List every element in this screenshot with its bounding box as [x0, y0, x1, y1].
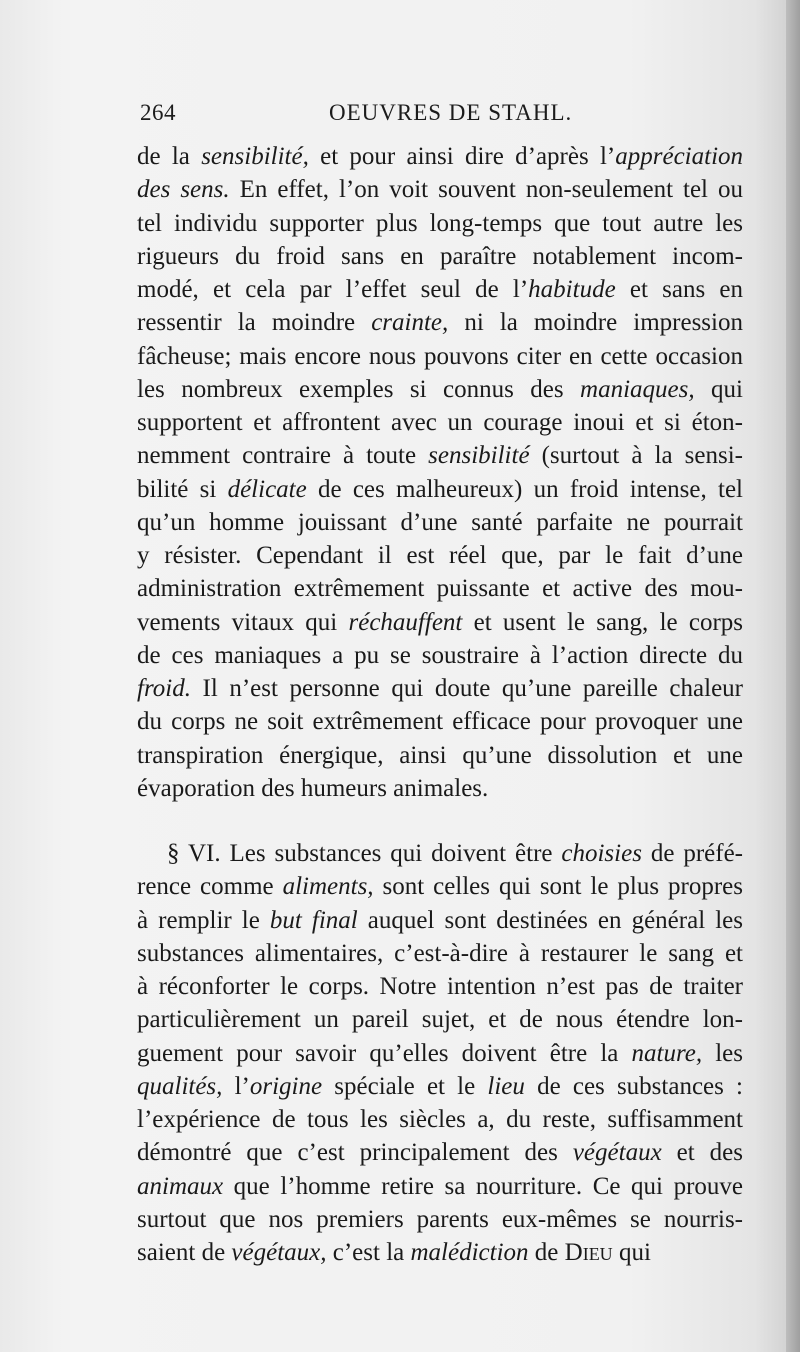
text-line [137, 739, 743, 772]
text-line [137, 406, 743, 439]
running-title: OEUVRES DE STAHL. [329, 100, 573, 125]
text-segment: Dieu [564, 1239, 613, 1266]
text-segment: spéciale et le [322, 1072, 488, 1100]
text-segment: et sans en [615, 276, 743, 303]
text-line [137, 207, 743, 240]
text-segment: l’expérience de tous les siècles a, du reste, suffisamment [137, 1106, 743, 1133]
text-line [137, 539, 743, 572]
text-segment: rigueurs du froid sans en paraître notablement incom- [137, 242, 743, 270]
text-segment: qui [694, 375, 743, 403]
text-segment: évaporation des humeurs animales. [137, 774, 489, 802]
italic-segment: sensibilité, [201, 143, 309, 170]
text-segment: supportent et affrontent avec un courage inoui et si éton- [137, 409, 743, 436]
italic-segment: but final [269, 906, 358, 934]
text-segment: l’ [222, 1072, 250, 1100]
italic-segment: délicate [227, 475, 307, 503]
text-line [137, 870, 743, 903]
italic-segment: habitude [528, 276, 616, 303]
text-line [137, 1070, 743, 1103]
italic-segment: crainte, [371, 309, 449, 337]
text-segment: En effet, l’on voit souvent non-seulement tel ou [229, 176, 743, 204]
text-segment: substances alimentaires, c’est-à-dire à restaurer le sang et [137, 939, 743, 967]
text-segment: vements vitaux qui [137, 608, 349, 636]
text-line [137, 240, 743, 273]
text-segment: de ces malheureux) un froid intense, tel [306, 475, 744, 503]
text-line [137, 1037, 743, 1070]
text-segment: administration extrêmement puissante et active des mou- [137, 575, 743, 603]
text-segment: y résister. Cependant il est réel que, par le fait d’une [137, 542, 743, 569]
text-line [137, 772, 743, 805]
text-segment: et usent le sang, le corps [462, 608, 744, 636]
text-segment: Il n’est personne qui doute qu’une pareille chaleur [190, 675, 743, 702]
italic-segment: qualités, [137, 1072, 223, 1100]
italic-segment: végétaux [572, 1139, 662, 1167]
text-segment: saient de [137, 1239, 232, 1266]
text-line [137, 173, 743, 206]
text-line [137, 1103, 743, 1136]
text-segment: de ces substances : [524, 1072, 743, 1100]
text-segment: les nombreux exemples si connus des [137, 375, 581, 403]
text-segment: à remplir le [137, 906, 270, 934]
text-segment: transpiration énergique, ainsi qu’une dissolution et une [137, 741, 743, 769]
italic-segment: choisies [561, 840, 642, 867]
text-line [137, 1170, 743, 1203]
paragraph-gap [137, 805, 743, 837]
text-segment: de la [137, 143, 202, 170]
text-line [137, 506, 743, 539]
text-line [137, 705, 743, 738]
text-segment: tel individu supporter plus long-temps que tout autre les [137, 209, 743, 237]
text-segment: modé, et cela par l’effet seul de l’ [137, 276, 529, 303]
italic-segment: origine [249, 1072, 323, 1100]
text-segment: ni la moindre impression [448, 309, 743, 337]
italic-segment: végétaux, [231, 1239, 327, 1266]
italic-segment: nature, [631, 1039, 703, 1067]
text-segment: rence comme [137, 873, 283, 901]
text-segment: les [702, 1039, 743, 1067]
italic-segment: réchauffent [348, 608, 463, 636]
text-line [137, 1003, 743, 1036]
text-line [137, 140, 743, 173]
page-header [140, 100, 660, 132]
text-line [137, 837, 743, 870]
text-segment: de [528, 1239, 565, 1266]
text-segment: du corps ne soit extrêmement efficace pour provoquer une [137, 708, 743, 736]
text-segment: ressentir la moindre [137, 309, 372, 337]
paragraph-1 [137, 140, 743, 805]
text-segment: de préfé- [641, 840, 744, 867]
text-segment: auquel sont destinées en général les [357, 906, 743, 934]
text-segment: de ces maniaques a pu se soustraire à l’action directe du [137, 641, 743, 669]
text-segment: à réconforter le corps. Notre intention n’est pas de traiter [137, 973, 743, 1000]
text-line [137, 340, 743, 373]
text-segment: qui [612, 1239, 651, 1266]
text-segment: particulièrement un pareil sujet, et de nous étendre lon- [137, 1006, 743, 1034]
text-segment: surtout que nos premiers parents eux-mêmes se nourris- [137, 1205, 743, 1233]
italic-segment: lieu [487, 1072, 525, 1100]
text-segment: § VI. Les substances qui doivent être [167, 840, 562, 867]
text-line [137, 904, 743, 937]
text-line [137, 439, 743, 472]
text-segment: que l’homme retire sa nourriture. Ce qui prouve [223, 1172, 743, 1200]
text-segment: c’est la [326, 1239, 411, 1266]
text-segment: qu’un homme jouissant d’une santé parfaite ne pourrait [137, 508, 743, 536]
text-line [137, 970, 743, 1003]
text-line [137, 273, 743, 306]
text-segment: fâcheuse; mais encore nous pouvons citer en cette occasion [137, 342, 743, 370]
body-text [137, 140, 743, 1269]
italic-segment: des sens. [137, 176, 230, 204]
text-segment: et pour ainsi dire d’après l’ [308, 143, 616, 170]
text-line [137, 572, 743, 605]
text-line [137, 937, 743, 970]
italic-segment: maniaques, [580, 375, 695, 403]
text-line [137, 1136, 743, 1169]
text-line [137, 373, 743, 406]
text-line [137, 639, 743, 672]
page-number: 264 [140, 100, 176, 125]
italic-segment: froid. [137, 675, 191, 702]
text-segment: sont celles qui sont le plus propres [373, 873, 743, 901]
text-line [137, 1236, 743, 1269]
italic-segment: aliments, [282, 873, 374, 901]
text-line [137, 1203, 743, 1236]
italic-segment: animaux [137, 1172, 224, 1200]
text-line [137, 672, 743, 705]
text-line [137, 306, 743, 339]
text-segment: et des [661, 1139, 743, 1167]
italic-segment: appréciation [615, 143, 744, 170]
paragraph-2 [137, 837, 743, 1269]
page-edge-shadow [786, 0, 800, 1352]
italic-segment: sensibilité [428, 442, 530, 470]
text-segment: bilité si [137, 475, 228, 503]
text-segment: nemment contraire à toute [137, 442, 429, 470]
text-segment: guement pour savoir qu’elles doivent être la [137, 1039, 632, 1067]
text-line [137, 473, 743, 506]
text-line [137, 606, 743, 639]
italic-segment: malédiction [410, 1239, 529, 1266]
text-segment: (surtout à la sensi- [529, 442, 743, 470]
text-segment: démontré que c’est principalement des [137, 1139, 573, 1167]
